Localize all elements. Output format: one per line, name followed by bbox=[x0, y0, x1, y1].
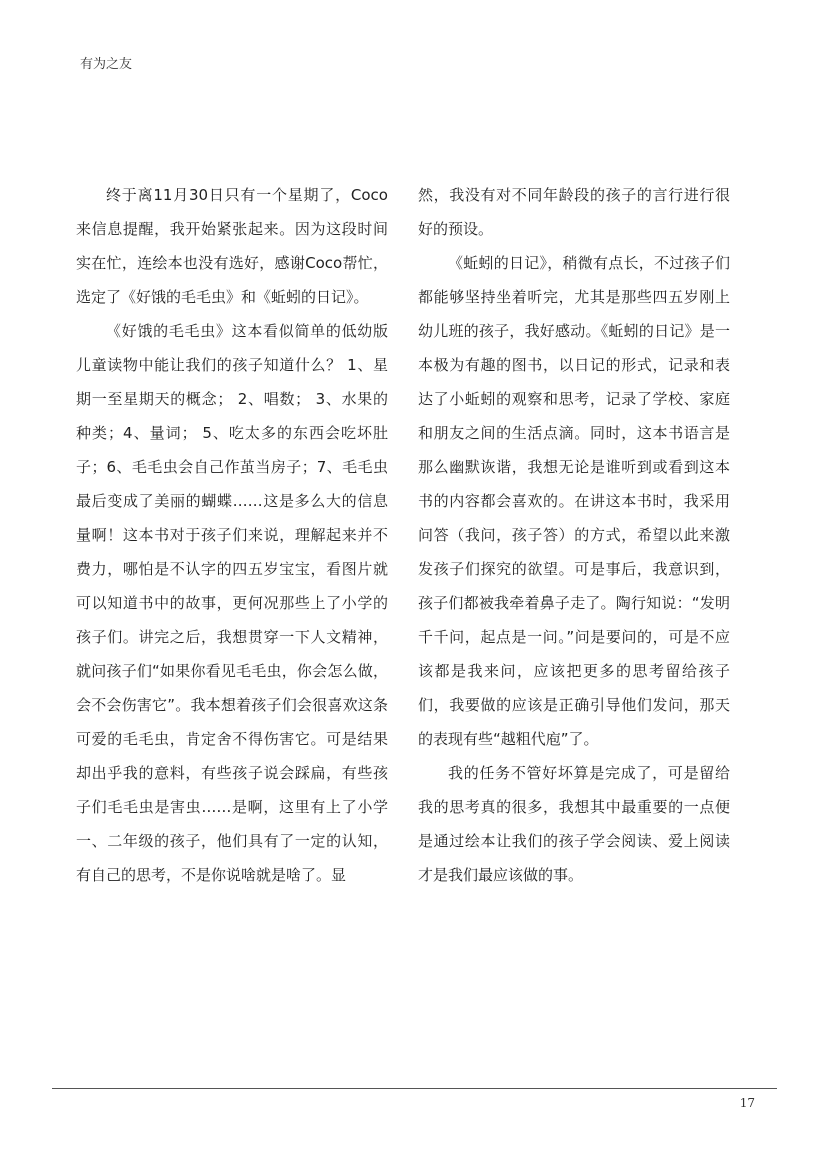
paragraph: 我的任务不管好坏算是完成了，可是留给我的思考真的很多，我想其中最重要的一点便是通过绘本让我们的孩子学会阅读、爱上阅读才是我们最应该做的事。 bbox=[418, 764, 730, 884]
footer-rule bbox=[52, 1088, 777, 1089]
paragraph-continuation: 然，我没有对不同年龄段的孩子的言行进行很好的预设。 bbox=[418, 186, 730, 238]
paragraph: 《好饿的毛毛虫》这本看似简单的低幼版儿童读物中能让我们的孩子知道什么？ 1、星期一至星期天的概念； 2、唱数； 3、水果的种类；4、量词； 5、吃太多的东西会吃坏肚子；6、毛毛虫会自己作茧当房子；7、毛毛虫最后变成了美丽的蝴蝶……这是多么大的信息量啊！这本书对于孩子们来说，理解起来并不费力，哪怕是不认字的四五岁宝宝，看图片就可以知道书中的故事，更何况那些上了小学的孩子们。讲完之后，我想贯穿一下人文精神，就问孩子们“如果你看见毛毛虫，你会怎么做，会不会伤害它”。我本想着孩子们会很喜欢这条可爱的毛毛虫，肯定舍不得伤害它。可是结果却出乎我的意料，有些孩子说会踩扁，有些孩子们毛毛虫是害虫……是啊，这里有上了小学一、二年级的孩子，他们具有了一定的认知，有自己的思考，不是你说啥就是啥了。显 bbox=[76, 322, 388, 884]
paragraph: 终于离11月30日只有一个星期了，Coco来信息提醒，我开始紧张起来。因为这段时间实在忙，连绘本也没有选好，感谢Coco帮忙，选定了《好饿的毛毛虫》和《蚯蚓的日记》。 bbox=[76, 186, 388, 306]
paragraph: 《蚯蚓的日记》，稍微有点长，不过孩子们都能够坚持坐着听完，尤其是那些四五岁刚上幼儿班的孩子，我好感动。《蚯蚓的日记》是一本极为有趣的图书，以日记的形式，记录和表达了小蚯蚓的观察和思考，记录了学校、家庭和朋友之间的生活点滴。同时，这本书语言是那么幽默诙谐，我想无论是谁听到或看到这本书的内容都会喜欢的。在讲这本书时，我采用问答（我问，孩子答）的方式，希望以此来激发孩子们探究的欲望。可是事后，我意识到，孩子们都被我牵着鼻子走了。陶行知说：“发明千千问，起点是一问。”问是要问的，可是不应该都是我来问，应该把更多的思考留给孩子们，我要做的应该是正确引导他们发问，那天的表现有些“越粗代庖”了。 bbox=[418, 254, 730, 748]
left-column bbox=[76, 178, 388, 892]
header-title: 有为之友 bbox=[80, 57, 133, 72]
page-number: 17 bbox=[739, 1096, 755, 1110]
right-column bbox=[418, 178, 730, 892]
